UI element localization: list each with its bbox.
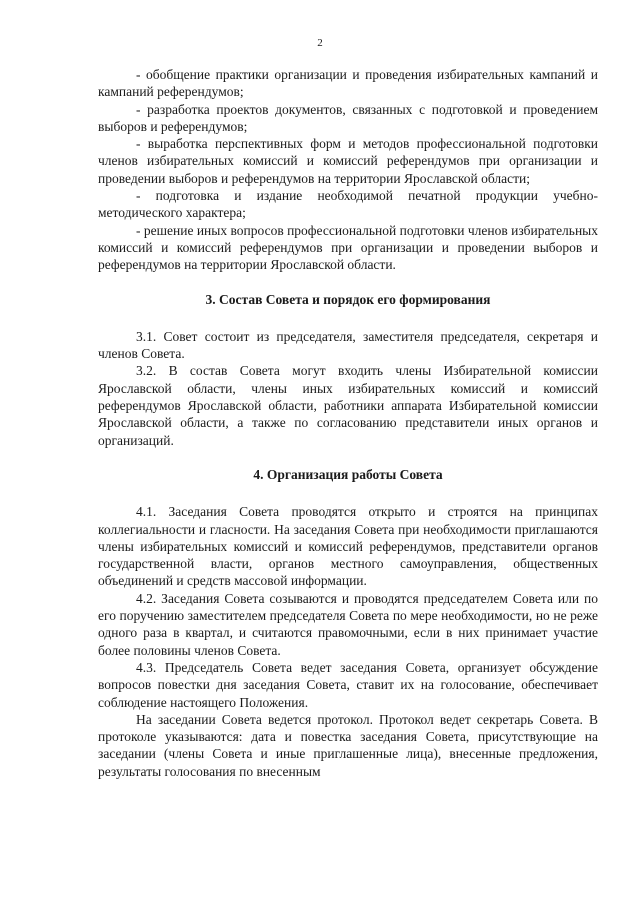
list-item: - обобщение практики организации и проведения избирательных кампаний и кампаний референдумов;: [98, 67, 598, 100]
list-item: - решение иных вопросов профессиональной подготовки членов избирательных комиссий и комиссий референдумов при организации и проведении выборов и референдумов на территории Ярославской области.: [98, 222, 598, 273]
paragraph-3-2: 3.2. В состав Совета могут входить члены Избирательной комиссии Ярославской области, члены иных избирательных комиссий и комиссий референдумов Ярославской области, работники аппарата Избирательной комиссии Ярославской области, а также по согласованию представители иных органов и организаций.: [98, 363, 598, 448]
list-item: - выработка перспективных форм и методов профессиональной подготовки членов избирательных комиссий и комиссий референдумов при организации и проведении выборов и референдумов на территории Ярославской области;: [98, 136, 598, 186]
paragraph-4-1: 4.1. Заседания Совета проводятся открыто и строятся на принципах коллегиальности и гласности. На заседания Совета при необходимости приглашаются члены избирательных комиссий и комиссий референдумов, представители органов государственной власти, органов местного самоуправления, общественных объединений и средств массовой информации.: [98, 504, 598, 589]
document-body: [98, 66, 598, 780]
section-3-heading: 3. Состав Совета и порядок его формирования: [205, 291, 491, 307]
section-4: [98, 466, 598, 780]
intro-list: [98, 66, 598, 274]
section-3: [98, 291, 598, 449]
list-item: - разработка проектов документов, связанных с подготовкой и проведением выборов и референдумов;: [98, 101, 598, 134]
paragraph-4-3: 4.3. Председатель Совета ведет заседания Совета, организует обсуждение вопросов повестки дня заседания Совета, ставит их на голосование, обеспечивает соблюдение настоящего Положения.: [98, 659, 598, 710]
paragraph-4-2: 4.2. Заседания Совета созываются и проводятся председателем Совета или по его поручению заместителем председателя Совета по мере необходимости, но не реже одного раза в квартал, и считаются правомочными, если в них принимает участие более половины членов Совета.: [98, 590, 598, 658]
page-number: 2: [317, 37, 323, 49]
paragraph-protocol: На заседании Совета ведется протокол. Протокол ведет секретарь Совета. В протоколе указываются: дата и повестка заседания Совета, присутствующие на заседании (члены Совета и иные приглашенные лица), внесенные предложения, результаты голосования по внесенным: [98, 711, 598, 779]
section-4-heading: 4. Организация работы Совета: [253, 466, 443, 482]
paragraph-3-1: 3.1. Совет состоит из председателя, заместителя председателя, секретаря и членов Совета.: [98, 328, 598, 362]
list-item: - подготовка и издание необходимой печатной продукции учебно-методического характера;: [98, 188, 598, 221]
